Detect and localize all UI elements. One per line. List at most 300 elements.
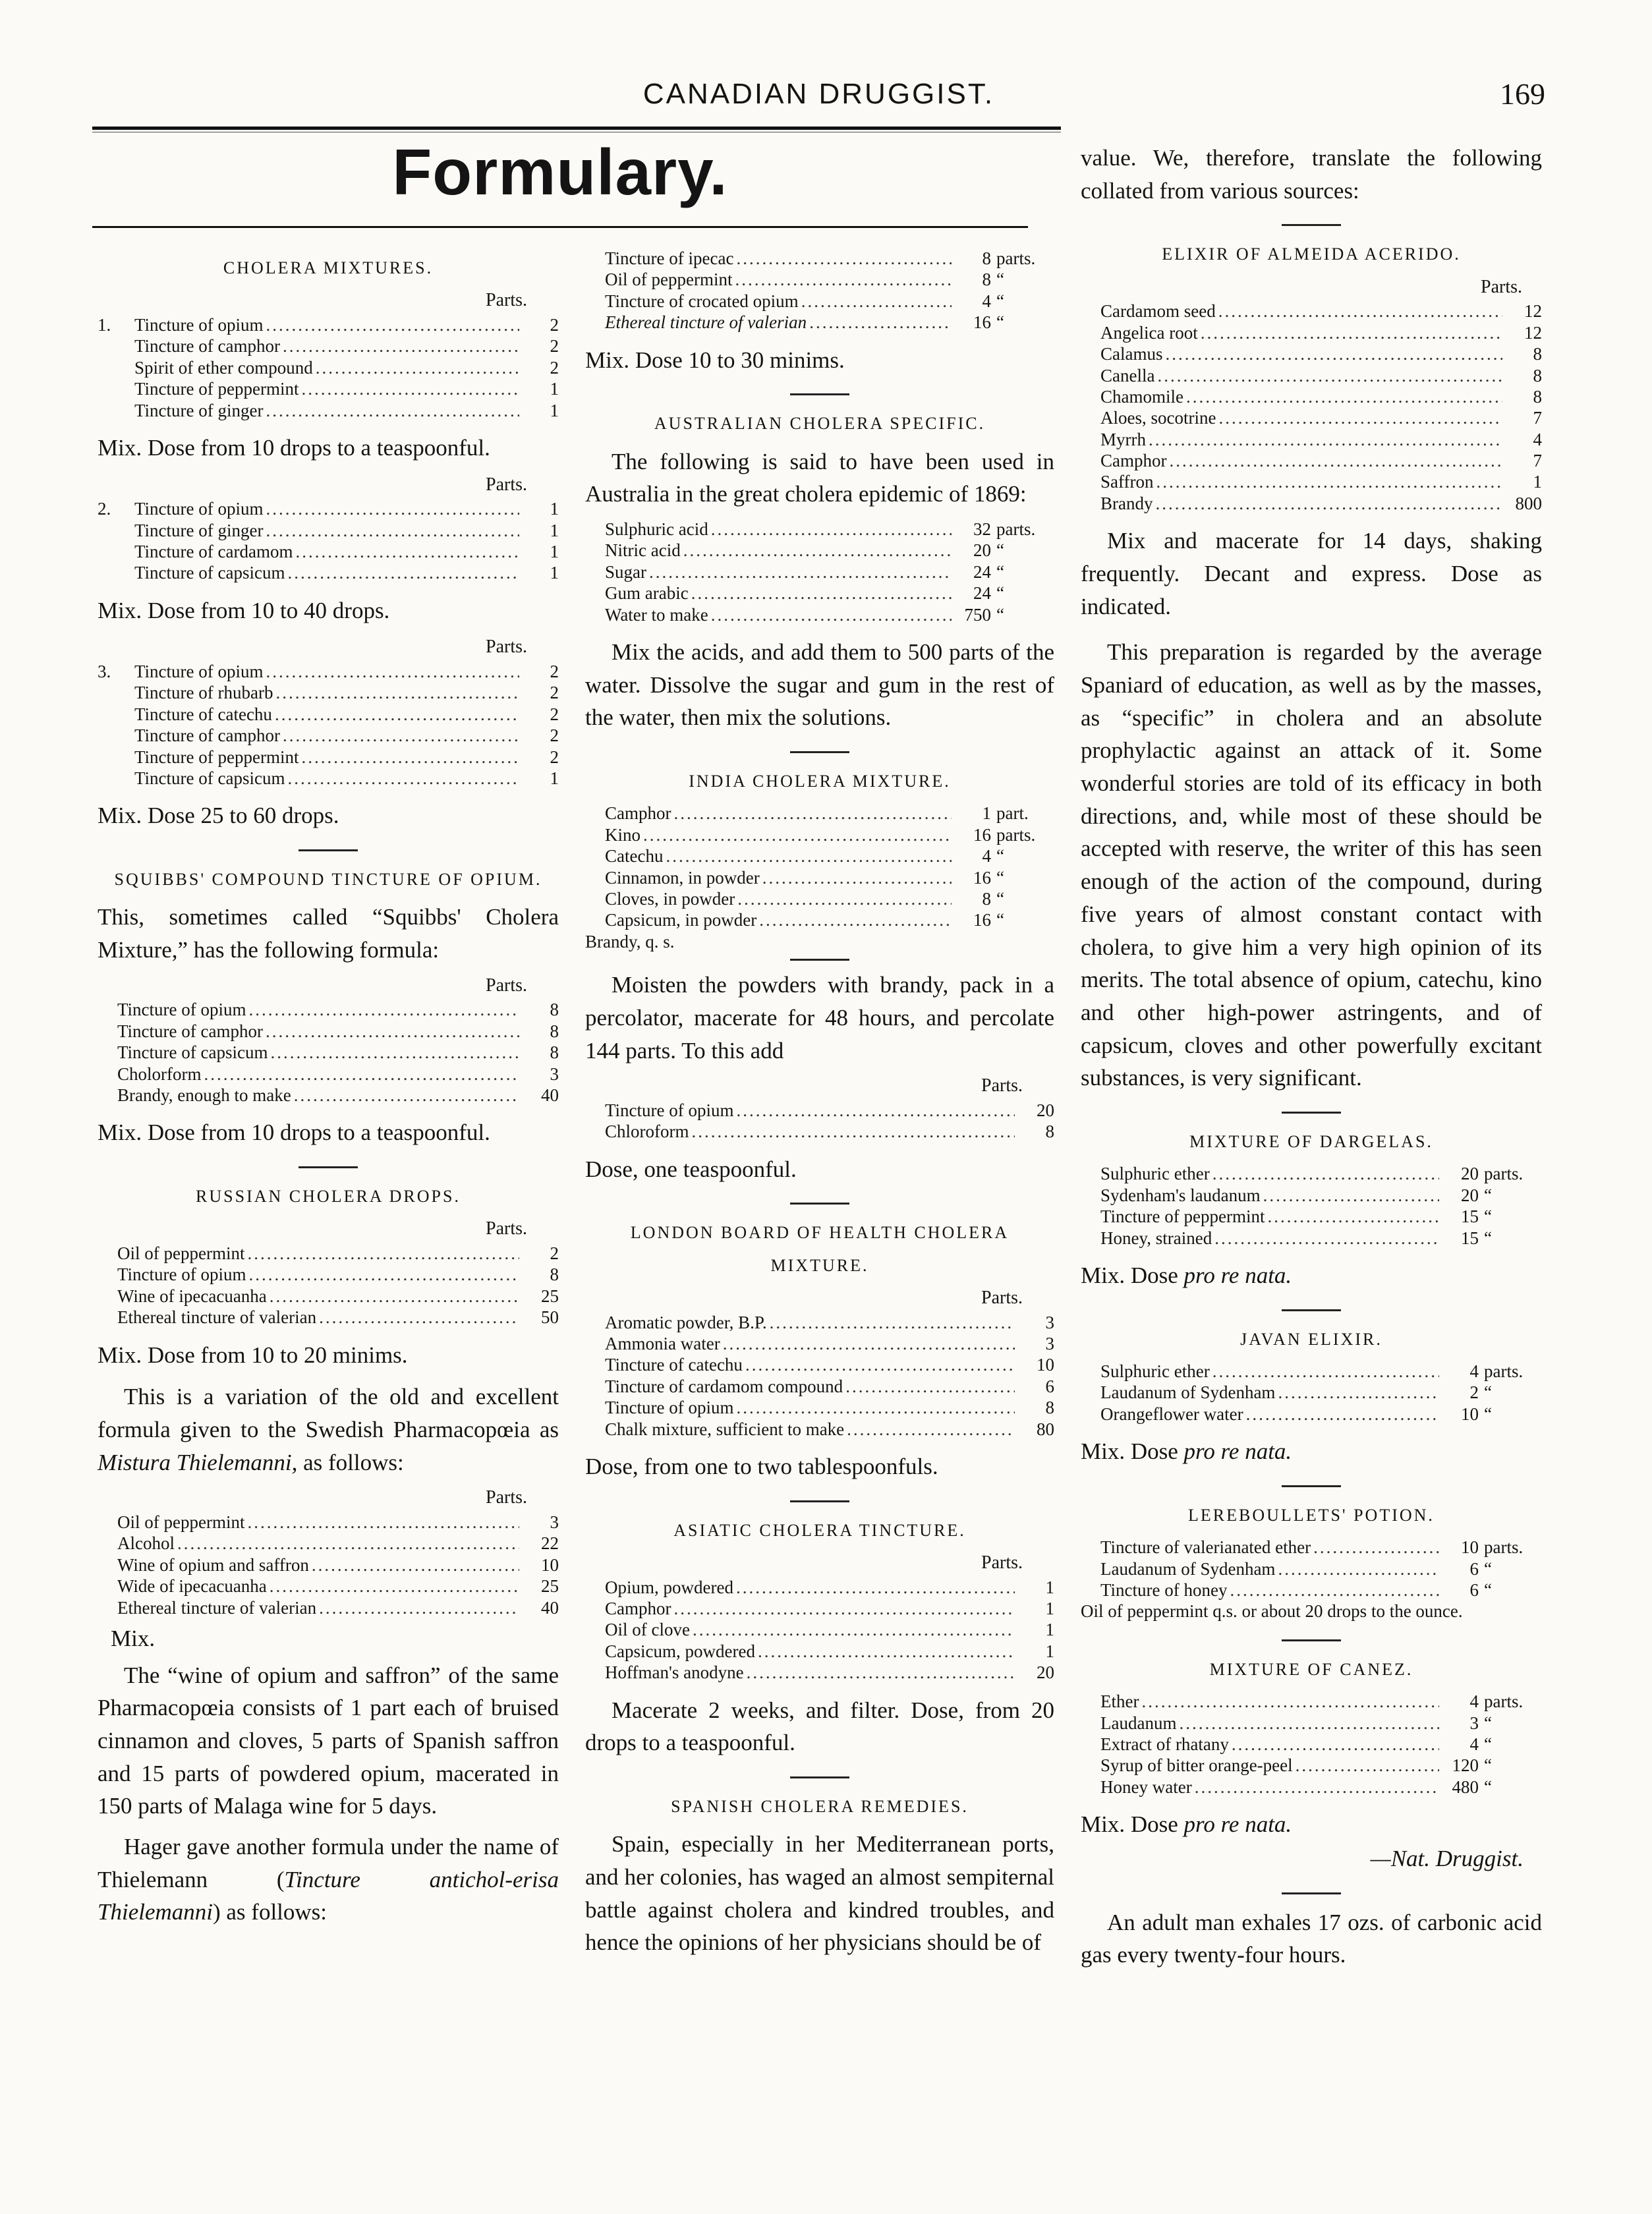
recipe-row xyxy=(98,661,559,682)
unit: “ xyxy=(1484,1185,1492,1205)
latin-phrase: pro re nata. xyxy=(1183,1438,1292,1465)
unit: “ xyxy=(996,291,1004,311)
leader-dots xyxy=(1296,1755,1439,1776)
heading-asiatic: ASIATIC CHOLERA TINCTURE. xyxy=(673,1520,966,1540)
quantity: 8 xyxy=(550,1264,559,1285)
recipe-row xyxy=(585,582,1054,604)
recipe-number: 1. xyxy=(98,314,111,335)
header-rule xyxy=(92,127,1061,130)
recipe-row xyxy=(1081,1579,1542,1601)
recipe-row xyxy=(1081,300,1542,322)
unit: “ xyxy=(1484,1404,1492,1424)
ingredient: Capsicum, in powder xyxy=(605,910,757,930)
quantity: 12 xyxy=(1524,322,1542,343)
recipe-row xyxy=(585,519,1054,540)
unit: “ xyxy=(1484,1206,1492,1227)
ingredient: Laudanum of Sydenham xyxy=(1100,1382,1276,1403)
leader-dots xyxy=(312,1554,519,1575)
leader-dots xyxy=(711,604,952,625)
leader-dots xyxy=(674,803,952,824)
quantity: 20 xyxy=(1037,1662,1054,1683)
recipe-row xyxy=(585,909,1054,930)
ingredient: Tincture of rhubarb xyxy=(134,683,273,703)
recipe-row xyxy=(98,357,559,378)
text: ) as follows: xyxy=(212,1899,328,1925)
quantity: 2 xyxy=(550,357,559,378)
recipe-row xyxy=(98,1575,559,1597)
recipe-row xyxy=(98,682,559,703)
quantity: 2 xyxy=(550,662,559,682)
quantity: 10 xyxy=(1461,1404,1479,1424)
recipe-row xyxy=(98,378,559,399)
recipe-row xyxy=(98,1085,559,1106)
quantity: 6 xyxy=(1469,1580,1479,1601)
quantity: 6 xyxy=(1469,1558,1479,1579)
quantity: 20 xyxy=(1461,1164,1479,1184)
recipe-row xyxy=(1081,1228,1542,1249)
ingredient: Syrup of bitter orange-peel xyxy=(1100,1755,1293,1776)
dose: Dose, from one to two tablespoonfuls. xyxy=(585,1454,938,1479)
recipe-row xyxy=(98,520,559,541)
unit: parts. xyxy=(996,519,1036,540)
leader-dots xyxy=(266,1021,519,1042)
leader-dots xyxy=(1246,1404,1439,1425)
ingredient: Tincture of capsicum xyxy=(117,1042,268,1063)
ingredient: Water to make xyxy=(605,604,708,625)
recipe-row xyxy=(1081,450,1542,471)
recipe-number: 2. xyxy=(98,499,111,519)
directions xyxy=(1081,1808,1542,1841)
text: Hager gave another formula under the name of Thielemann ( xyxy=(98,1834,559,1892)
ingredient: Camphor xyxy=(1100,451,1167,471)
paragraph: This, sometimes called “Squibbs' Cholera Mixture,” has the following formula: xyxy=(98,904,559,963)
leader-dots xyxy=(294,1085,519,1106)
ingredient: Tincture of cardamom xyxy=(134,542,293,561)
unit: “ xyxy=(1484,1776,1492,1797)
quantity: 2 xyxy=(1469,1382,1479,1403)
section-divider xyxy=(790,1776,849,1778)
ingredient: Chalk mixture, sufficient to make xyxy=(605,1419,845,1439)
quantity: 1 xyxy=(550,400,559,420)
quantity: 8 xyxy=(550,1021,559,1041)
quantity: 25 xyxy=(541,1576,559,1597)
recipe-row xyxy=(1081,343,1542,364)
recipe-row xyxy=(1081,429,1542,450)
ingredient: Ammonia water xyxy=(605,1334,720,1354)
recipe-number: 3. xyxy=(98,662,111,682)
journal-title: CANADIAN DRUGGIST. xyxy=(642,78,995,110)
leader-dots xyxy=(1179,1713,1439,1734)
ingredient: Ether xyxy=(1100,1691,1139,1712)
recipe-row xyxy=(98,704,559,725)
ingredient: Kino xyxy=(605,824,641,845)
quantity: 2 xyxy=(550,747,559,767)
unit: part. xyxy=(996,803,1029,824)
unit: “ xyxy=(1484,1755,1492,1776)
quantity: 3 xyxy=(1045,1312,1054,1332)
quantity: 20 xyxy=(1461,1185,1479,1205)
quantity: 16 xyxy=(973,312,991,333)
section-divider xyxy=(1282,1892,1341,1894)
quantity: 8 xyxy=(982,270,991,290)
recipe-row xyxy=(1081,386,1542,407)
leader-dots xyxy=(266,498,520,519)
recipe-row xyxy=(98,498,559,519)
recipe-row xyxy=(1081,1755,1542,1776)
quantity: 1 xyxy=(1045,1641,1054,1661)
recipe-row xyxy=(585,931,1054,952)
ingredient: Tincture of camphor xyxy=(117,1021,263,1041)
ingredient: Tincture of cardamom compound xyxy=(605,1376,843,1396)
leader-dots xyxy=(1149,429,1502,450)
directions: Mix. Dose from 10 to 40 drops. xyxy=(98,597,390,623)
ingredient: Tincture of opium xyxy=(134,314,264,335)
quantity: 15 xyxy=(1461,1228,1479,1248)
paragraph: The “wine of opium and saffron” of the same Pharmacopœia consists of 1 part each of bruised cinnamon and cloves, 5 parts of Spanish saffron and 15 parts of powdered opium, macerated in 150 parts of Malaga wine for 5 days. xyxy=(98,1662,559,1819)
ingredient: Calamus xyxy=(1100,344,1163,364)
leader-dots xyxy=(692,1121,1015,1142)
ingredient: Tincture of camphor xyxy=(134,336,280,356)
leader-dots xyxy=(247,1243,519,1264)
leader-dots xyxy=(1214,1228,1439,1249)
text: Mix. Dose xyxy=(1081,1438,1184,1465)
quantity: 50 xyxy=(541,1307,559,1328)
leader-dots xyxy=(693,1619,1015,1640)
leader-dots xyxy=(762,867,952,888)
section-divider xyxy=(790,751,849,753)
ingredient: Saffron xyxy=(1100,472,1154,492)
recipe-row xyxy=(585,888,1054,909)
latin-name: Tincture antichol-erisa Thielemanni xyxy=(98,1866,559,1925)
recipe-row xyxy=(585,540,1054,561)
ingredient: Aloes, socotrine xyxy=(1100,408,1216,428)
quantity: 8 xyxy=(550,1000,559,1020)
unit: “ xyxy=(996,540,1004,561)
recipe-london xyxy=(585,1312,1054,1440)
leader-dots xyxy=(295,541,519,562)
ingredient: Tincture of catechu xyxy=(134,704,272,724)
leader-dots xyxy=(845,1376,1015,1397)
recipe-row xyxy=(585,1598,1054,1619)
directions: Mix. xyxy=(111,1625,156,1651)
recipe-row xyxy=(1081,1361,1542,1382)
quantity: 4 xyxy=(1469,1734,1479,1754)
leader-dots xyxy=(247,1512,519,1533)
quantity: 8 xyxy=(1533,365,1542,385)
recipe-row xyxy=(1081,1558,1542,1579)
unit: parts. xyxy=(1484,1537,1524,1558)
recipe-row xyxy=(98,335,559,356)
leader-dots xyxy=(275,704,519,725)
ingredient: Wide of ipecacuanha xyxy=(117,1576,267,1597)
recipe-row xyxy=(1081,1404,1542,1425)
unit: “ xyxy=(996,270,1004,290)
unit: “ xyxy=(1484,1558,1492,1579)
leader-dots xyxy=(770,1312,1015,1333)
leader-dots xyxy=(1278,1382,1439,1403)
unit: “ xyxy=(996,867,1004,888)
quantity: 8 xyxy=(1533,344,1542,364)
recipe-row xyxy=(98,768,559,789)
latin-phrase: pro re nata. xyxy=(1183,1811,1292,1838)
leader-dots xyxy=(1267,1206,1439,1227)
recipe-row xyxy=(1081,1382,1542,1403)
recipe-row xyxy=(1081,1691,1542,1712)
recipe-row xyxy=(98,1064,559,1085)
leader-dots xyxy=(287,562,519,583)
parts-label: Parts. xyxy=(486,975,527,996)
leader-dots xyxy=(1156,471,1503,492)
ingredient: Spirit of ether compound xyxy=(134,357,313,378)
paragraph: An adult man exhales 17 ozs. of carbonic acid gas every twenty-four hours. xyxy=(1081,1909,1542,1968)
unit: “ xyxy=(996,604,1004,625)
section-divider xyxy=(1282,1639,1341,1641)
ingredient: Tincture of peppermint xyxy=(134,747,299,767)
recipe-row xyxy=(98,1021,559,1042)
quantity: 32 xyxy=(973,519,991,540)
quantity: 8 xyxy=(550,1042,559,1063)
quantity: 1 xyxy=(550,379,559,399)
leader-dots xyxy=(745,1354,1015,1375)
quantity: 1 xyxy=(550,542,559,561)
leader-dots xyxy=(1232,1734,1439,1755)
quantity: 10 xyxy=(1461,1537,1479,1558)
section-divider xyxy=(1282,224,1341,226)
leader-dots xyxy=(1313,1537,1439,1558)
leader-dots xyxy=(1218,407,1502,428)
leader-dots xyxy=(847,1419,1015,1440)
recipe-row xyxy=(585,1376,1054,1397)
leader-dots xyxy=(301,378,519,399)
quantity: 40 xyxy=(541,1085,559,1106)
text: Mix. Dose xyxy=(1081,1262,1184,1288)
directions xyxy=(1081,1435,1542,1468)
ingredient: Cardamom seed xyxy=(1100,301,1216,322)
leader-dots xyxy=(316,357,519,378)
recipe-row xyxy=(585,291,1054,312)
section-divider xyxy=(790,1203,849,1205)
recipe-row xyxy=(98,1533,559,1554)
leader-dots xyxy=(283,335,519,356)
leader-dots xyxy=(737,888,952,909)
recipe-row xyxy=(585,803,1054,824)
recipe-row xyxy=(98,1512,559,1533)
quantity: 2 xyxy=(550,1243,559,1264)
ingredient: Oil of clove xyxy=(605,1620,690,1640)
recipe-row xyxy=(98,1307,559,1328)
ingredient: Camphor xyxy=(605,1599,671,1619)
recipe-row xyxy=(585,845,1054,866)
recipe-row xyxy=(98,314,559,335)
leader-dots xyxy=(723,1333,1015,1354)
parts-label: Parts. xyxy=(486,1487,527,1508)
ingredient: Tincture of peppermint xyxy=(1100,1206,1265,1227)
parts-label: Parts. xyxy=(486,637,527,658)
text: as follows: xyxy=(297,1449,404,1475)
ingredient: Laudanum xyxy=(1100,1713,1177,1733)
parts-label: Parts. xyxy=(981,1288,1023,1309)
page-number: 169 xyxy=(1500,77,1545,111)
recipe-row xyxy=(585,1312,1054,1333)
ingredient: Angelica root xyxy=(1100,322,1198,343)
leader-dots xyxy=(249,999,520,1020)
ingredient: Tincture of peppermint xyxy=(134,379,299,399)
quantity: 1 xyxy=(1045,1620,1054,1640)
leader-dots xyxy=(735,269,952,290)
leader-dots xyxy=(649,561,952,582)
ingredient: Tincture of opium xyxy=(605,1100,734,1120)
ingredient: Tincture of capsicum xyxy=(134,563,285,583)
quantity: 4 xyxy=(1469,1361,1479,1381)
leader-dots xyxy=(643,824,952,845)
quantity: 3 xyxy=(1045,1334,1054,1354)
leader-dots xyxy=(1195,1776,1439,1798)
ingredient: Hoffman's anodyne xyxy=(605,1662,744,1683)
recipe-row xyxy=(98,1243,559,1264)
ingredient: Extract of rhatany xyxy=(1100,1734,1229,1754)
ingredient: Brandy, enough to make xyxy=(117,1085,291,1106)
leader-dots xyxy=(736,1577,1015,1598)
recipe-row xyxy=(585,312,1054,333)
heading-squibbs: SQUIBBS' COMPOUND TINCTURE OF OPIUM. xyxy=(114,870,542,890)
unit: parts. xyxy=(1484,1361,1524,1381)
parts-label: Parts. xyxy=(981,1075,1023,1096)
paragraph xyxy=(98,1380,559,1479)
quantity: 3 xyxy=(1469,1713,1479,1733)
section-divider xyxy=(790,1500,849,1502)
ingredient: Chloroform xyxy=(605,1121,689,1142)
quantity: 6 xyxy=(1045,1376,1054,1396)
ingredient: Sydenham's laudanum xyxy=(1100,1185,1261,1205)
recipe-row xyxy=(98,1286,559,1307)
ingredient: Cloves, in powder xyxy=(605,888,735,909)
leader-dots xyxy=(270,1042,519,1063)
recipe-cholera-1 xyxy=(98,314,559,421)
parts-label: Parts. xyxy=(486,474,527,495)
unit: parts. xyxy=(996,824,1036,845)
ingredient: Camphor xyxy=(605,803,671,824)
recipe-row xyxy=(585,824,1054,845)
quantity: 16 xyxy=(973,910,991,930)
leader-dots xyxy=(204,1064,520,1085)
quantity: 2 xyxy=(550,725,559,746)
quantity: 1 xyxy=(550,520,559,540)
recipe-row xyxy=(1081,1713,1542,1734)
recipe-row xyxy=(1081,471,1542,492)
recipe-row xyxy=(585,561,1054,582)
directions: Macerate 2 weeks, and filter. Dose, from 20 drops to a teaspoonful. xyxy=(585,1697,1054,1756)
recipe-row xyxy=(1081,407,1542,428)
directions: Moisten the powders with brandy, pack in a percolator, macerate for 48 hours, and percolate 144 parts. To this add xyxy=(585,972,1054,1064)
recipe-row xyxy=(585,1100,1054,1121)
recipe-row xyxy=(1081,1206,1542,1227)
leader-dots xyxy=(737,1397,1015,1418)
recipe-row xyxy=(98,1264,559,1285)
running-head xyxy=(92,78,1545,124)
leader-dots xyxy=(270,1575,519,1597)
recipe-row xyxy=(98,999,559,1020)
directions xyxy=(1081,1259,1542,1292)
text: This is a variation of the old and excellent formula given to the Swedish Pharmacopœia as xyxy=(98,1384,559,1443)
leader-dots xyxy=(287,768,519,789)
recipe-row xyxy=(98,1597,559,1618)
recipe-row xyxy=(1081,1601,1542,1622)
recipe-cholera-2 xyxy=(98,498,559,584)
quantity: 16 xyxy=(973,867,991,888)
leader-dots xyxy=(1170,450,1503,471)
section-divider xyxy=(1282,1485,1341,1487)
ingredient: Chamomile xyxy=(1100,386,1183,407)
column-1 xyxy=(98,245,559,1937)
recipe-row xyxy=(98,541,559,562)
heading-australian: AUSTRALIAN CHOLERA SPECIFIC. xyxy=(654,414,986,434)
recipe-row xyxy=(585,1619,1054,1640)
leader-dots xyxy=(809,312,952,333)
ingredient: Tincture of ginger xyxy=(134,400,264,420)
leader-dots xyxy=(270,1286,519,1307)
quantity: 1 xyxy=(1045,1599,1054,1619)
leader-dots xyxy=(1155,493,1502,514)
leader-dots xyxy=(747,1662,1015,1683)
recipe-javan xyxy=(1081,1361,1542,1425)
ingredient: Ethereal tincture of valerian xyxy=(605,312,807,333)
latin-name: Mistura Thielemanni, xyxy=(98,1449,298,1475)
quantity: 80 xyxy=(1037,1419,1054,1439)
ingredient: Tincture of opium xyxy=(117,1000,246,1020)
quantity: 4 xyxy=(982,291,991,311)
ingredient: Tincture of valerianated ether xyxy=(1100,1537,1311,1558)
ingredient: Tincture of crocated opium xyxy=(605,291,799,311)
paragraph: This preparation is regarded by the average Spaniard of education, as well as by the masses, as “specific” in cholera and an absolute prophylactic against an attack of it. Some wonderful stories are told of its efficacy in both directions, and, while most of these should be accepted with reserve, the writer of this has seen enough of the action of the compound, during five years of almost constant contact with cholera, to give him a very high opinion of its merits. The total absence of opium, catechu, kino and other high-power astringents, and of capsicum, cloves and other powerfully excitant substances, is very significant. xyxy=(1081,639,1542,1091)
heading-canez: MIXTURE OF CANEZ. xyxy=(1209,1659,1413,1679)
recipe-row xyxy=(585,1397,1054,1418)
ingredient: Wine of ipecacuanha xyxy=(117,1286,267,1306)
recipe-row xyxy=(1081,1163,1542,1184)
quantity: 10 xyxy=(1037,1355,1054,1375)
ingredient: Tincture of ipecac xyxy=(605,248,734,268)
heading-india: INDIA CHOLERA MIXTURE. xyxy=(689,772,951,791)
leader-dots xyxy=(249,1264,520,1285)
section-divider xyxy=(790,393,849,395)
recipe-cholera-3 xyxy=(98,661,559,789)
ingredient: Tincture of ginger xyxy=(134,520,264,540)
section-divider xyxy=(299,1166,358,1168)
unit: “ xyxy=(1484,1713,1492,1733)
ingredient: Sulphuric acid xyxy=(605,519,708,540)
quantity: 10 xyxy=(541,1554,559,1575)
quantity: 40 xyxy=(541,1597,559,1618)
unit: “ xyxy=(1484,1580,1492,1601)
quantity: 1 xyxy=(1045,1577,1054,1597)
recipe-row xyxy=(98,725,559,746)
recipe-row xyxy=(98,1554,559,1575)
quantity: 25 xyxy=(541,1286,559,1306)
recipe-row xyxy=(98,1042,559,1063)
ingredient: Catechu xyxy=(605,846,664,866)
quantity: 20 xyxy=(973,540,991,561)
leader-dots xyxy=(737,1100,1015,1121)
recipe-dargelas xyxy=(1081,1163,1542,1249)
column-3 xyxy=(1081,142,1542,1979)
quantity: 4 xyxy=(982,846,991,866)
unit: parts. xyxy=(1484,1164,1524,1184)
recipe-row xyxy=(1081,322,1542,343)
heading-russian: RUSSIAN CHOLERA DROPS. xyxy=(196,1187,461,1206)
ingredient: Ethereal tincture of valerian xyxy=(117,1597,317,1618)
leader-dots xyxy=(319,1307,519,1328)
ingredient: Tincture of opium xyxy=(134,662,264,682)
ingredient: Oil of peppermint xyxy=(605,270,733,290)
